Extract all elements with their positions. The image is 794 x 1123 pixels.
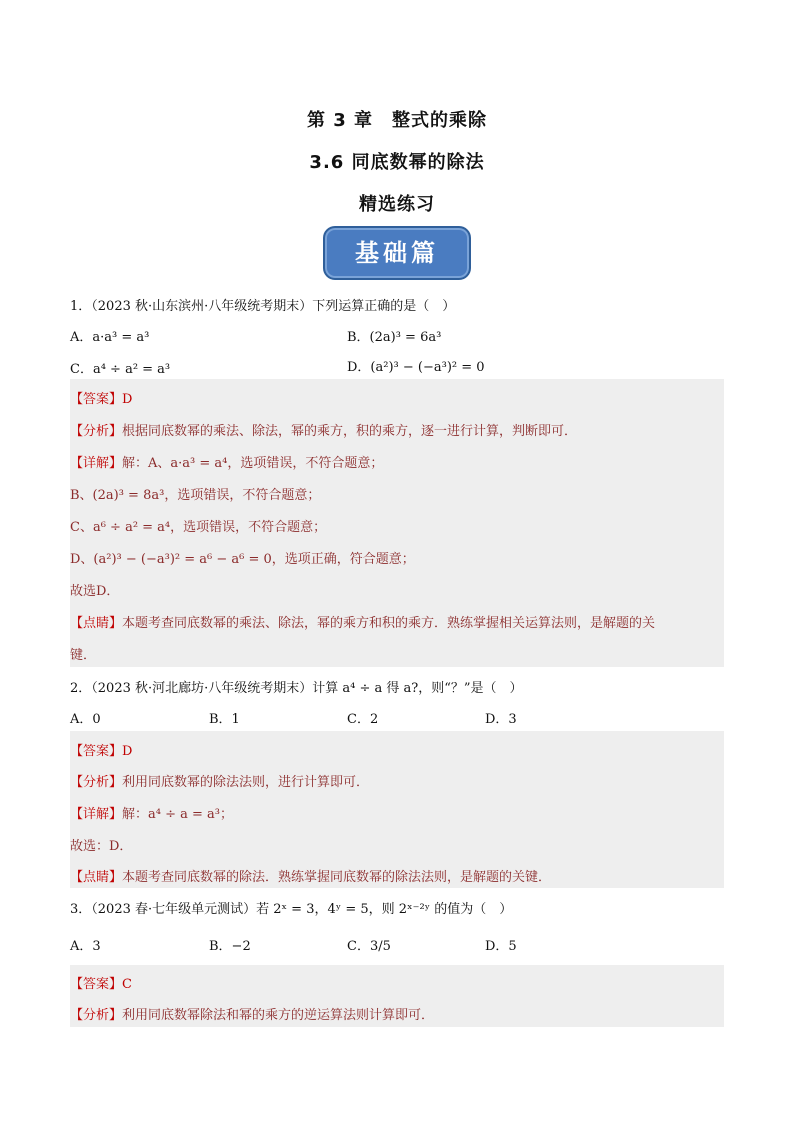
analysis-text: 利用同底数幂除法和幂的乘方的逆运算法则计算即可． [122, 1008, 435, 1023]
analysis-text: 根据同底数幂的乘法、除法，幂的乘方，积的乘方，逐一进行计算，判断即可． [122, 424, 578, 439]
detail-tag: 【详解】 [70, 807, 123, 822]
question-3-analysis [70, 1004, 434, 1023]
question-1-detail [70, 452, 383, 471]
question-2-choice: 故选：D． [70, 839, 133, 854]
question-1-option-c: C．a⁴ ÷ a² = a³ [70, 362, 171, 377]
question-1-analysis [70, 420, 577, 439]
question-1-comment [70, 612, 720, 631]
question-3-option-a: A．3 [70, 939, 101, 954]
analysis-tag: 【分析】 [70, 424, 123, 439]
detail-text: 解：a⁴ ÷ a = a³； [122, 807, 234, 822]
question-3-option-b: B．−2 [209, 939, 251, 954]
question-3-answer: 【答案】C [70, 977, 132, 992]
comment-tag: 【点睛】 [70, 870, 123, 885]
question-1-option-a: A．a·a³ = a³ [70, 330, 150, 345]
section-title: 3.6 同底数幂的除法 [309, 152, 485, 173]
question-1-stem: 1．（2023 秋·山东滨州·八年级统考期末）下列运算正确的是（ ） [70, 299, 456, 314]
question-1-detail-b: B、(2a)³ = 8a³，选项错误，不符合题意； [70, 488, 321, 503]
question-3-option-d: D．5 [485, 939, 517, 954]
comment-text: 本题考查同底数幂的除法．熟练掌握同底数幂的除法法则，是解题的关键． [122, 870, 552, 885]
question-2-detail [70, 803, 233, 822]
detail-tag: 【详解】 [70, 456, 123, 471]
chapter-title: 第 3 章 整式的乘除 [306, 110, 488, 131]
question-2-stem: 2．（2023 秋·河北廊坊·八年级统考期末）计算 a⁴ ÷ a 得 a?，则“？”是（ ） [70, 681, 523, 696]
question-2-analysis [70, 771, 369, 790]
question-1-choice: 故选D． [70, 584, 120, 599]
question-2-option-d: D．3 [485, 712, 517, 727]
question-2-option-b: B．1 [209, 712, 240, 727]
question-1-detail-c: C、a⁶ ÷ a² = a⁴，选项错误，不符合题意； [70, 520, 327, 535]
question-1-option-b: B．(2a)³ = 6a³ [347, 330, 442, 345]
detail-line: 解：A、a·a³ = a⁴，选项错误，不符合题意； [122, 456, 384, 471]
question-3-stem: 3．（2023 春·七年级单元测试）若 2ˣ = 3，4ʸ = 5，则 2ˣ⁻²ʸ 的值为（ ） [70, 902, 513, 917]
level-badge: 基础篇 [323, 226, 471, 280]
analysis-tag: 【分析】 [70, 1008, 123, 1023]
question-1-option-d: D．(a²)³ − (−a³)² = 0 [347, 360, 485, 375]
question-3-option-c: C．3/5 [347, 939, 391, 954]
page-subtitle: 精选练习 [359, 194, 435, 215]
question-2-comment [70, 866, 551, 885]
comment-tag: 【点睛】 [70, 616, 123, 631]
question-1-detail-d: D、(a²)³ − (−a³)² = a⁶ − a⁶ = 0，选项正确，符合题意； [70, 552, 415, 567]
analysis-text: 利用同底数幂的除法法则，进行计算即可． [122, 775, 370, 790]
question-2-option-c: C．2 [347, 712, 379, 727]
analysis-tag: 【分析】 [70, 775, 123, 790]
question-2-option-a: A．0 [70, 712, 101, 727]
question-1-answer: 【答案】D [70, 392, 133, 407]
question-2-answer: 【答案】D [70, 744, 133, 759]
question-1-comment-cont: 键． [70, 648, 97, 663]
comment-text: 本题考查同底数幂的乘法、除法，幂的乘方和积的乘方．熟练掌握相关运算法则，是解题的关 [122, 616, 656, 631]
